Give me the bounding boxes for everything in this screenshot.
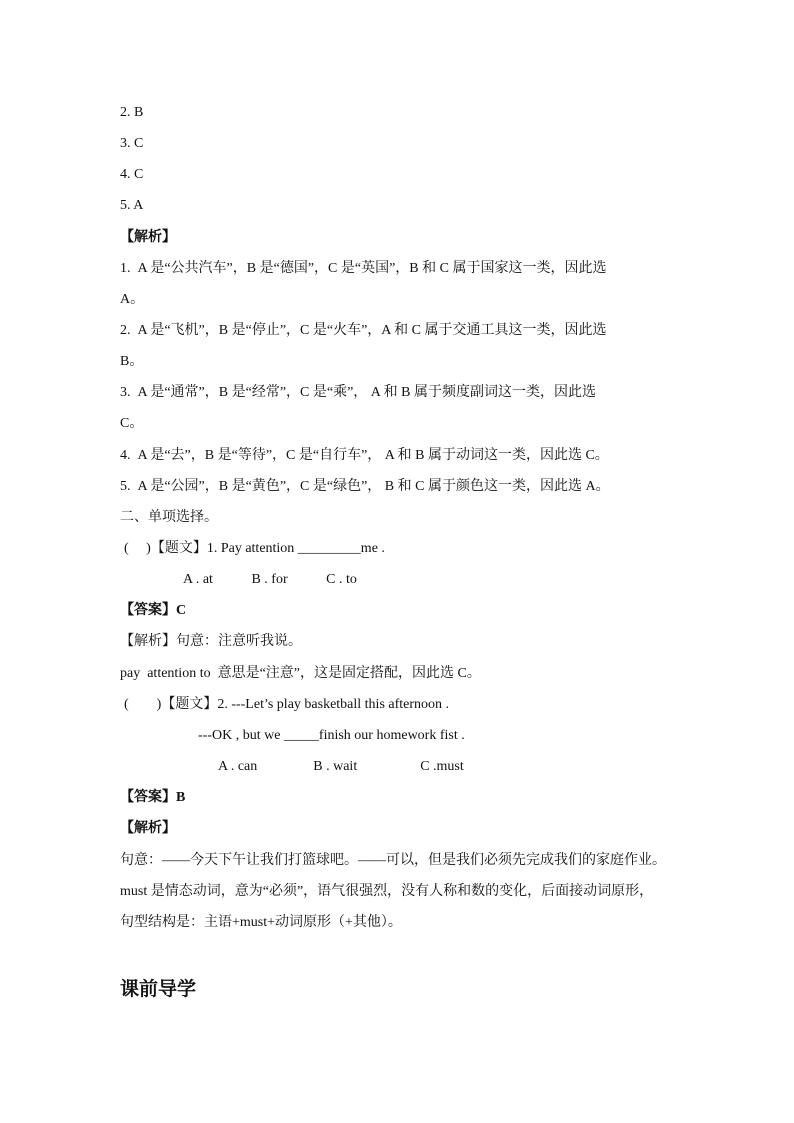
answer-line: 3. C <box>120 136 144 151</box>
question-2-answer: 【答案】B <box>120 790 186 805</box>
answer-line: 5. A <box>120 198 144 213</box>
question-1-stem: ( )【题文】1. Pay attention _________me . <box>124 541 385 556</box>
question-2-analysis-3: 句型结构是：主语+must+动词原形（+其他）。 <box>120 915 402 930</box>
question-2-stem: ( )【题文】2. ---Let’s play basketball this afternoon . <box>124 697 450 712</box>
analysis-item-3-cont: C。 <box>120 416 144 431</box>
analysis-item-1: 1. A 是“公共汽车”，B 是“德国”，C 是“英国”，B 和 C 属于国家这一类，因此选 <box>120 261 607 276</box>
question-2-options: A . can B . wait C .must <box>218 759 464 774</box>
analysis-item-1-cont: A。 <box>120 292 145 307</box>
analysis-item-2: 2. A 是“飞机”，B 是“停止”，C 是“火车”，A 和 C 属于交通工具这一类，因此选 <box>120 323 607 338</box>
question-2-analysis-2: must 是情态动词，意为“必须”，语气很强烈，没有人称和数的变化，后面接动词原形， <box>120 884 654 899</box>
analysis-item-3: 3. A 是“通常”，B 是“经常”，C 是“乘”， A 和 B 属于频度副词这一类，因此选 <box>120 385 596 400</box>
question-2-analysis-heading: 【解析】 <box>120 821 176 836</box>
section-2-title: 二、单项选择。 <box>120 510 218 525</box>
question-1-analysis-detail: pay attention to 意思是“注意”，这是固定搭配，因此选 C。 <box>120 666 481 681</box>
section-heading: 课前导学 <box>120 979 197 1000</box>
answer-line: 2. B <box>120 105 144 120</box>
analysis-item-2-cont: B。 <box>120 354 144 369</box>
question-1-answer: 【答案】C <box>120 603 187 618</box>
analysis-item-5: 5. A 是“公园”，B 是“黄色”，C 是“绿色”， B 和 C 属于颜色这一类，因此选 A。 <box>120 479 610 494</box>
question-1-options: A . at B . for C . to <box>183 572 357 587</box>
question-2-stem-reply: ---OK , but we _____finish our homework fist . <box>198 728 465 743</box>
analysis-item-4: 4. A 是“去”，B 是“等待”，C 是“自行车”， A 和 B 属于动词这一类，因此选 C。 <box>120 448 609 463</box>
question-1-analysis: 【解析】句意：注意听我说。 <box>120 634 302 649</box>
analysis-heading: 【解析】 <box>120 230 176 245</box>
question-2-analysis-1: 句意：——今天下午让我们打篮球吧。——可以，但是我们必须先完成我们的家庭作业。 <box>120 853 666 868</box>
answer-line: 4. C <box>120 167 144 182</box>
